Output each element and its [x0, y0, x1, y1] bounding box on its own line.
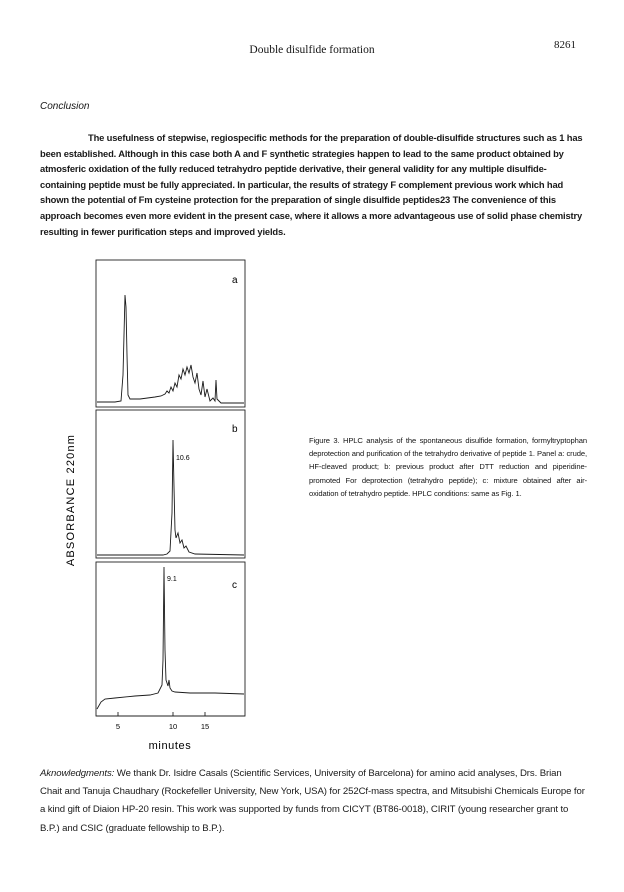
- panel-a-trace: [97, 295, 244, 403]
- panel-c-trace: [97, 567, 244, 709]
- running-title: Double disulfide formation: [249, 44, 375, 56]
- panel-c-letter: c: [232, 580, 237, 591]
- panel-a-letter: a: [232, 275, 238, 286]
- acknowledgments-text: We thank Dr. Isidre Casals (Scientific Services, University of Barcelona) for amino acid analyses, Drs. Brian Chait and Tanuja Chaudhary (Rockefeller University, New York, USA) for 252Cf-mass spectra, and Mitsubishi Chemicals Europe for a kind gift of Diaion HP-20 resin. This work was supported by funds from CICYT (BT86-0018), CIRIT (young researcher grant to B.P.) and CSIC (graduate fellowship to B.P.).: [40, 768, 585, 834]
- page-number: 8261: [554, 39, 576, 51]
- x-axis-label: minutes: [148, 740, 192, 752]
- x-tick-label-10: 10: [168, 722, 178, 731]
- x-tick-label-15: 15: [200, 722, 210, 731]
- x-tick-label-5: 5: [115, 722, 121, 731]
- panel-b-letter: b: [232, 424, 238, 435]
- panel-c-peak-label: 9.1: [167, 576, 177, 583]
- hplc-chromatograms: [55, 255, 255, 755]
- panel-b-trace: [97, 440, 244, 555]
- hplc-figure: [55, 255, 255, 755]
- panel-b-peak-label: 10.6: [176, 455, 190, 462]
- conclusion-heading: Conclusion: [40, 101, 90, 112]
- acknowledgments-paragraph: [40, 765, 586, 838]
- conclusion-paragraph: The usefulness of stepwise, regiospecific methods for the preparation of double-disulfide structures such as 1 has been established. Although in this case both A and F synthetic strategies happen to lead to the same product obtained by atmosferic oxidation of the fully reduced tetrahydro peptide derivative, their general validity for any multiple disulfide-containing peptide must be fully appreciated. In particular, the results of strategy F complement previous work which had shown the potential of Fm cysteine protection for the preparation of single disulfide peptides23 The convenience of this approach becomes even more evident in the present case, where it allows a more advantageous use of solid phase chemistry resulting in fewer purification steps and improved yields.: [40, 132, 583, 237]
- panel-a-frame: [96, 260, 245, 407]
- figure-caption: Figure 3. HPLC analysis of the spontaneous disulfide formation, formyltryptophan deprotection and purification of the tetrahydro derivative of peptide 1. Panel a: crude, HF-cleaved product; b: previous product after DTT reduction and piperidine-promoted For deprotection (tetrahydro peptide); c: mixture obtained after air-oxidation of tetrahydro peptide. HPLC conditions: same as Fig. 1.: [309, 436, 587, 498]
- y-axis-label: ABSORBANCE 220nm: [65, 433, 77, 567]
- acknowledgments-label: Aknowledgments:: [40, 768, 115, 779]
